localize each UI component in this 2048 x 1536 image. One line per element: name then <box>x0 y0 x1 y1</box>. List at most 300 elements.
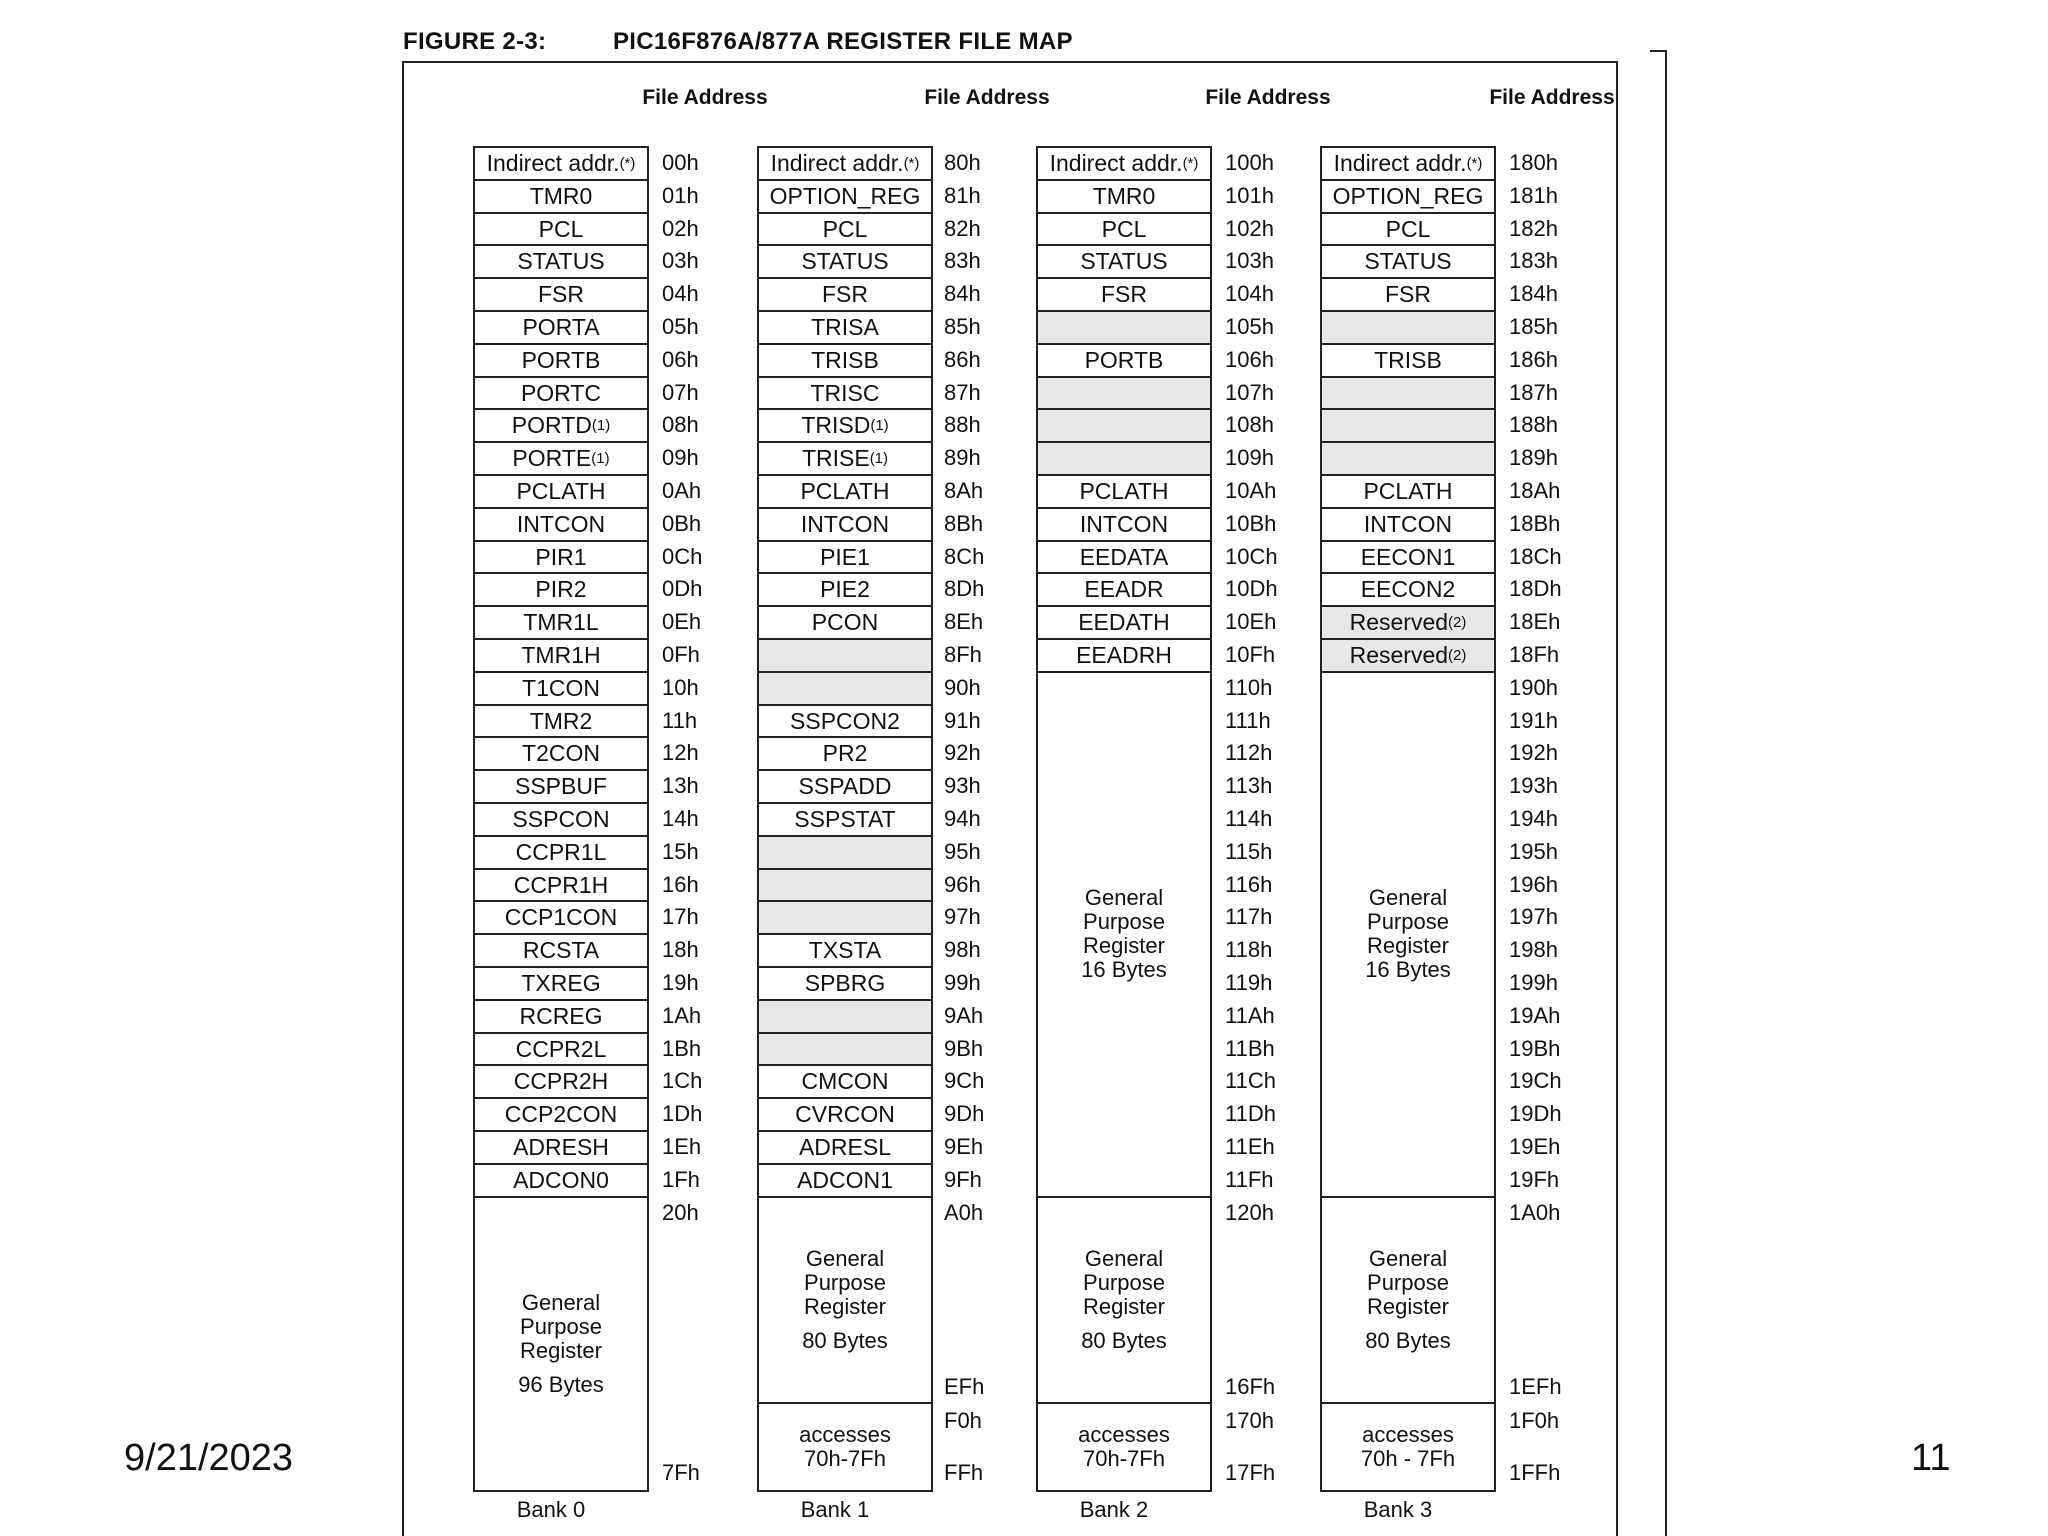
file-address: 18h <box>662 937 699 963</box>
gpr-block <box>1320 1196 1496 1404</box>
register-cell <box>1036 540 1212 575</box>
file-address: 19Ch <box>1509 1068 1562 1094</box>
file-address: 104h <box>1225 281 1274 307</box>
register-cell <box>473 704 649 739</box>
register-name: CCPR1H <box>513 871 609 898</box>
file-address: 108h <box>1225 412 1274 438</box>
file-address: 91h <box>944 707 981 733</box>
register-cell <box>1036 343 1212 378</box>
register-cell <box>757 408 933 443</box>
register-cell <box>473 1130 649 1165</box>
register-cell <box>757 999 933 1034</box>
register-cell <box>473 736 649 771</box>
gpr-end-address: 1EFh <box>1509 1374 1562 1399</box>
file-address: 106h <box>1225 346 1274 372</box>
file-address: 06h <box>662 346 699 372</box>
register-cell <box>1036 179 1212 214</box>
register-name: CCP1CON <box>504 904 618 931</box>
register-cell <box>473 146 649 181</box>
file-address: 15h <box>662 838 699 864</box>
register-name: TRISB <box>811 346 879 373</box>
common-ram-access-block <box>1036 1402 1212 1492</box>
file-address: 111h <box>1225 707 1271 733</box>
gpr-label-line: Register <box>1083 1293 1165 1319</box>
file-address: 10Ah <box>1225 478 1277 503</box>
register-cell <box>1320 146 1496 181</box>
register-cell <box>473 343 649 378</box>
file-address: 114h <box>1225 806 1273 831</box>
register-cell <box>757 835 933 870</box>
register-name: T2CON <box>522 740 600 767</box>
access-end-address: FFh <box>944 1460 984 1485</box>
file-address: 80h <box>944 150 981 175</box>
register-cell <box>757 474 933 509</box>
gpr-label-line: 16 Bytes <box>1081 957 1167 983</box>
file-address: 115h <box>1225 838 1273 864</box>
file-address: 191h <box>1509 707 1558 733</box>
figure-title <box>403 28 1073 56</box>
file-address: 83h <box>944 248 981 274</box>
register-name: ADRESL <box>798 1134 892 1160</box>
register-cell <box>1320 244 1496 279</box>
gpr-start-address: A0h <box>944 1199 984 1225</box>
file-address: 1Fh <box>662 1166 700 1192</box>
file-address: 19Eh <box>1509 1134 1561 1159</box>
gpr-end-address: 7Fh <box>662 1460 700 1485</box>
gpr-block <box>473 1196 649 1492</box>
file-address: 117h <box>1225 904 1273 930</box>
register-name: PIR2 <box>535 576 587 603</box>
access-label-line: 70h-7Fh <box>804 1446 886 1471</box>
gpr-label-line: Purpose <box>1367 909 1449 935</box>
side-rule-tick <box>1650 50 1665 52</box>
file-address: 109h <box>1225 445 1274 471</box>
register-name: OPTION_REG <box>769 182 921 209</box>
register-cell <box>757 802 933 837</box>
register-name: PIE2 <box>820 576 870 603</box>
file-address: 183h <box>1509 248 1558 274</box>
file-address: 05h <box>662 314 699 339</box>
file-address: 18Bh <box>1509 510 1561 536</box>
gpr-16-byte-block <box>1036 671 1212 1198</box>
register-name: FSR <box>538 281 584 308</box>
file-address: 0Ah <box>662 478 702 503</box>
file-address: 0Fh <box>662 642 700 667</box>
register-cell <box>1320 507 1496 542</box>
register-cell <box>473 933 649 968</box>
gpr-label-line: General <box>521 1289 601 1315</box>
file-address: 11Ch <box>1225 1068 1276 1094</box>
register-name: TMR1H <box>521 642 601 668</box>
file-address: 8Bh <box>944 510 984 536</box>
file-address: 190h <box>1509 674 1558 700</box>
file-address: 96h <box>944 871 981 897</box>
register-name: EEADRH <box>1076 642 1172 668</box>
register-cell <box>473 1064 649 1099</box>
file-address: 1Eh <box>662 1134 702 1159</box>
register-name: INTCON <box>1079 510 1169 537</box>
file-address: 16h <box>662 871 699 897</box>
register-cell <box>1036 408 1212 443</box>
register-cell <box>757 441 933 476</box>
file-address: 02h <box>662 215 699 241</box>
gpr-start-address: 120h <box>1225 1199 1274 1225</box>
figure-caption: PIC16F876A/877A REGISTER FILE MAP <box>613 28 1073 55</box>
file-address: 119h <box>1225 970 1273 995</box>
file-address: 03h <box>662 248 699 274</box>
register-name: PORTB <box>1084 346 1164 373</box>
file-address: 110h <box>1225 674 1273 700</box>
register-footnote-marker: (1) <box>870 417 889 435</box>
register-name: Indirect addr. <box>1049 150 1183 176</box>
file-address: 116h <box>1225 871 1273 897</box>
register-name: ADRESH <box>513 1134 609 1160</box>
gpr-start-address: 1A0h <box>1509 1199 1561 1225</box>
file-address: 186h <box>1509 346 1558 372</box>
register-name: PCL <box>1385 215 1431 242</box>
register-name: PCL <box>1101 215 1147 242</box>
file-address: 12h <box>662 740 699 766</box>
gpr-label-line: Purpose <box>804 1269 886 1295</box>
file-address: 19Fh <box>1509 1166 1560 1192</box>
register-name: PIR1 <box>535 543 587 570</box>
file-address: 18Ch <box>1509 543 1562 569</box>
file-address: 107h <box>1225 379 1274 405</box>
register-cell <box>1320 376 1496 411</box>
register-name: TRISD <box>801 412 871 439</box>
register-name: CCP2CON <box>504 1101 618 1128</box>
access-start-address: 1F0h <box>1509 1408 1560 1433</box>
gpr-size: 80 Bytes <box>1365 1327 1451 1353</box>
file-address: 1Ah <box>662 1002 702 1028</box>
file-address: 113h <box>1225 773 1273 799</box>
register-cell <box>473 540 649 575</box>
register-name: PORTA <box>522 314 600 340</box>
register-cell <box>757 1163 933 1198</box>
register-cell <box>1320 638 1496 673</box>
register-name: SSPADD <box>798 773 892 800</box>
register-name: PIE1 <box>820 543 870 570</box>
register-name: STATUS <box>1364 248 1452 275</box>
register-name: PCLATH <box>800 478 890 504</box>
file-address-header: File Address <box>1205 86 1331 109</box>
register-cell <box>757 933 933 968</box>
gpr-label-line: General <box>1084 885 1164 911</box>
register-cell <box>757 638 933 673</box>
register-footnote-marker: (1) <box>591 417 611 435</box>
file-address: 192h <box>1509 740 1558 766</box>
register-cell <box>473 179 649 214</box>
file-address: 08h <box>662 412 699 438</box>
register-cell <box>1036 376 1212 411</box>
register-name: FSR <box>1385 281 1431 308</box>
register-cell <box>757 736 933 771</box>
file-address: 86h <box>944 346 981 372</box>
register-footnote-marker: (*) <box>619 155 636 172</box>
register-cell <box>473 441 649 476</box>
register-footnote-marker: (2) <box>1448 614 1467 632</box>
register-name: SSPCON <box>512 806 610 832</box>
register-footnote-marker: (2) <box>1448 647 1467 664</box>
file-address: 19Ah <box>1509 1002 1561 1028</box>
register-name: PR2 <box>822 740 868 767</box>
file-address: 189h <box>1509 445 1558 471</box>
file-address: 81h <box>944 182 981 208</box>
gpr-label-line: General <box>1368 885 1448 911</box>
file-address: 0Ch <box>662 543 703 569</box>
register-cell <box>757 671 933 706</box>
register-cell <box>757 966 933 1001</box>
register-cell <box>473 605 649 640</box>
register-name: TRISE <box>801 445 870 472</box>
file-address: 90h <box>944 674 981 700</box>
register-name: T1CON <box>522 674 600 701</box>
register-cell <box>1320 441 1496 476</box>
register-cell <box>1036 507 1212 542</box>
file-address: 17h <box>662 904 699 930</box>
file-address-header: File Address <box>642 86 768 109</box>
file-address: 184h <box>1509 281 1558 307</box>
gpr-label-line: Register <box>1367 1293 1449 1319</box>
register-cell <box>757 179 933 214</box>
gpr-label-line: 16 Bytes <box>1365 957 1451 983</box>
common-ram-access-block <box>1320 1402 1496 1492</box>
register-name: PORTE <box>512 445 592 472</box>
file-address: 103h <box>1225 248 1274 274</box>
access-start-address: 170h <box>1225 1408 1274 1433</box>
register-name: TRISA <box>811 314 879 340</box>
register-name: TMR0 <box>1092 182 1156 209</box>
register-name: PORTB <box>521 346 601 373</box>
register-name: TMR1L <box>523 609 599 636</box>
gpr-16-byte-block <box>1320 671 1496 1198</box>
file-address: 9Dh <box>944 1101 985 1127</box>
register-cell <box>757 507 933 542</box>
gpr-label-line: Purpose <box>1083 909 1165 935</box>
register-cell <box>1036 474 1212 509</box>
file-address-header: File Address <box>924 86 1050 109</box>
register-name: TMR0 <box>529 182 593 209</box>
file-address: 11h <box>662 707 698 733</box>
register-cell <box>1320 605 1496 640</box>
register-cell <box>473 769 649 804</box>
file-address: 82h <box>944 215 981 241</box>
register-name: FSR <box>822 281 868 308</box>
file-address: 18Fh <box>1509 642 1560 667</box>
file-address: 99h <box>944 970 981 995</box>
gpr-label-line: General <box>1368 1245 1448 1271</box>
file-address: 9Fh <box>944 1166 982 1192</box>
register-name: CCPR1L <box>515 838 607 865</box>
side-rule <box>1665 50 1667 1536</box>
file-address: 10Fh <box>1225 642 1276 667</box>
register-cell <box>757 769 933 804</box>
register-footnote-marker: (1) <box>591 450 610 468</box>
register-cell <box>757 1064 933 1099</box>
register-name: SSPSTAT <box>794 806 896 832</box>
register-cell <box>1036 310 1212 345</box>
file-address: 8Fh <box>944 642 982 667</box>
gpr-label-line: Register <box>520 1337 602 1363</box>
file-address: 8Dh <box>944 576 985 602</box>
register-name: STATUS <box>1080 248 1168 275</box>
file-address: 193h <box>1509 773 1558 799</box>
gpr-label-line: Register <box>1083 933 1165 959</box>
file-address: 13h <box>662 773 699 799</box>
register-cell <box>757 868 933 903</box>
register-cell <box>1320 212 1496 247</box>
gpr-label-line: Purpose <box>1083 1269 1165 1295</box>
file-address: 198h <box>1509 937 1558 963</box>
file-address: 185h <box>1509 314 1558 339</box>
file-address: 18Eh <box>1509 609 1561 635</box>
file-address: 9Ah <box>944 1002 984 1028</box>
file-address: 88h <box>944 412 981 438</box>
file-address: 11Ah <box>1225 1002 1275 1028</box>
file-address: 11Fh <box>1225 1166 1274 1192</box>
register-name: TRISC <box>810 379 880 406</box>
register-footnote-marker: (1) <box>869 450 889 468</box>
file-address: 9Eh <box>944 1134 984 1159</box>
file-address: 10Dh <box>1225 576 1278 602</box>
register-cell <box>757 310 933 345</box>
register-name: Reserved <box>1349 642 1449 668</box>
register-cell <box>1320 408 1496 443</box>
register-cell <box>473 212 649 247</box>
register-name: EEDATA <box>1079 543 1169 570</box>
file-address: 0Dh <box>662 576 703 602</box>
register-name: SPBRG <box>804 970 886 996</box>
file-address: 181h <box>1509 182 1558 208</box>
file-address: 0Bh <box>662 510 702 536</box>
register-name: ADCON1 <box>797 1166 893 1193</box>
file-address: 101h <box>1225 182 1274 208</box>
register-name: SSPCON2 <box>790 707 900 734</box>
access-label-line: accesses <box>1078 1422 1170 1447</box>
bank-label: Bank 3 <box>1363 1497 1433 1522</box>
register-name: Indirect addr. <box>770 150 904 176</box>
register-name: INTCON <box>516 510 606 537</box>
gpr-size: 80 Bytes <box>802 1327 888 1353</box>
register-cell <box>473 1032 649 1067</box>
register-cell <box>473 1097 649 1132</box>
register-name: RCREG <box>519 1002 603 1029</box>
register-cell <box>473 802 649 837</box>
register-cell <box>473 671 649 706</box>
register-cell <box>473 638 649 673</box>
file-address: 94h <box>944 806 981 831</box>
gpr-size: 80 Bytes <box>1081 1327 1167 1353</box>
file-address: 195h <box>1509 838 1558 864</box>
register-cell <box>473 277 649 312</box>
register-name: Indirect addr. <box>1333 150 1467 176</box>
bank-label: Bank 1 <box>800 1497 870 1522</box>
register-footnote-marker: (*) <box>903 155 920 172</box>
file-address: 196h <box>1509 871 1558 897</box>
register-cell <box>757 343 933 378</box>
gpr-end-address: 16Fh <box>1225 1374 1276 1399</box>
register-name: RCSTA <box>522 937 600 964</box>
file-address: 10h <box>662 674 699 700</box>
gpr-label-line: Register <box>804 1293 886 1319</box>
gpr-end-address: EFh <box>944 1374 985 1399</box>
access-label-line: accesses <box>799 1422 891 1447</box>
register-cell <box>473 474 649 509</box>
access-end-address: 1FFh <box>1509 1460 1561 1485</box>
register-cell <box>1036 605 1212 640</box>
register-name: SSPBUF <box>514 773 608 800</box>
register-cell <box>757 244 933 279</box>
file-address: 199h <box>1509 970 1558 995</box>
register-name: CCPR2L <box>515 1035 607 1062</box>
gpr-block <box>1036 1196 1212 1404</box>
file-address: 93h <box>944 773 981 799</box>
register-cell <box>757 704 933 739</box>
register-cell <box>757 1130 933 1165</box>
register-name: Reserved <box>1349 609 1449 636</box>
register-name: PCON <box>811 609 879 636</box>
register-name: PCL <box>822 215 868 242</box>
file-address: 194h <box>1509 806 1558 831</box>
register-name: FSR <box>1101 281 1147 308</box>
file-address: 97h <box>944 904 981 930</box>
file-address: 10Ch <box>1225 543 1278 569</box>
file-address: 1Dh <box>662 1101 703 1127</box>
register-cell <box>1320 310 1496 345</box>
register-cell <box>1036 212 1212 247</box>
register-cell <box>1036 441 1212 476</box>
file-address: 09h <box>662 445 699 471</box>
register-name: PORTC <box>520 379 602 406</box>
file-address: 188h <box>1509 412 1558 438</box>
gpr-start-address: 20h <box>662 1199 699 1225</box>
register-cell <box>473 310 649 345</box>
register-cell <box>473 868 649 903</box>
file-address: 0Eh <box>662 609 702 635</box>
register-cell <box>473 1163 649 1198</box>
file-address: 19Bh <box>1509 1035 1561 1061</box>
register-cell <box>473 999 649 1034</box>
file-address: 180h <box>1509 150 1558 175</box>
register-name: CVRCON <box>795 1101 895 1128</box>
file-address: 92h <box>944 740 981 766</box>
register-name: INTCON <box>1363 510 1453 537</box>
file-address: 85h <box>944 314 981 339</box>
register-name: TXSTA <box>808 937 882 964</box>
register-cell <box>473 572 649 607</box>
file-address: 10Eh <box>1225 609 1277 635</box>
file-address: 14h <box>662 806 699 831</box>
file-address: 95h <box>944 838 981 864</box>
gpr-label-line: General <box>805 1245 885 1271</box>
register-cell <box>757 1097 933 1132</box>
figure-number: FIGURE 2-3: <box>403 28 547 55</box>
register-name: OPTION_REG <box>1332 182 1484 209</box>
file-address: 1Bh <box>662 1035 702 1061</box>
file-address: 102h <box>1225 215 1274 241</box>
register-name: TRISB <box>1374 346 1442 373</box>
register-name: ADCON0 <box>513 1166 609 1193</box>
file-address-header: File Address <box>1489 86 1615 109</box>
register-cell <box>757 277 933 312</box>
register-cell <box>1036 244 1212 279</box>
bank-label: Bank 2 <box>1079 1497 1149 1522</box>
file-address: 87h <box>944 379 981 405</box>
file-address: 98h <box>944 937 981 963</box>
register-cell <box>757 605 933 640</box>
file-address: 89h <box>944 445 981 471</box>
register-cell <box>473 408 649 443</box>
